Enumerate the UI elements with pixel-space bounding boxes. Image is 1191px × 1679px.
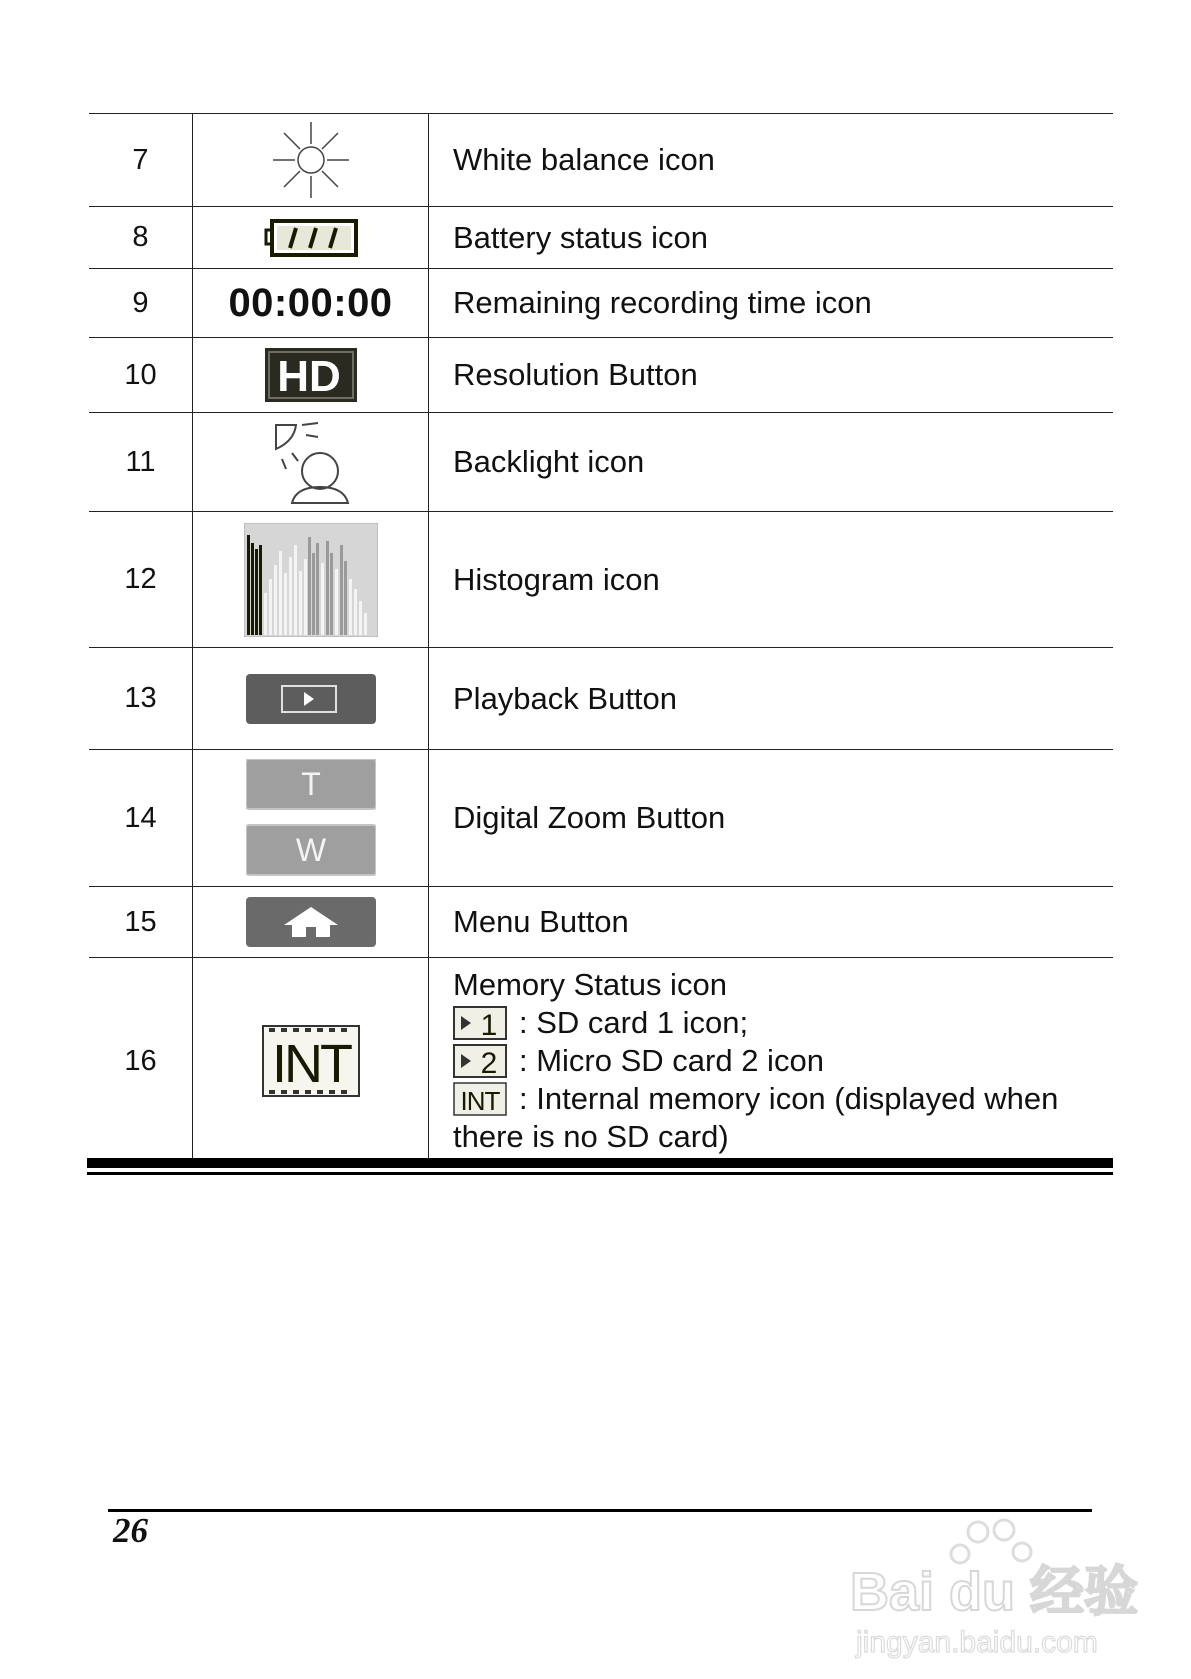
table-row <box>89 647 1113 749</box>
row-label: Resolution Button <box>453 357 698 392</box>
row-label: Playback Button <box>453 680 678 716</box>
table-row <box>89 957 1113 1164</box>
svg-text:HD: HD <box>276 352 341 401</box>
table-row <box>89 412 1113 511</box>
backlight-icon <box>266 419 356 505</box>
svg-text:INT: INT <box>460 1086 500 1116</box>
memory-status-tail: there is no SD card) <box>453 1119 729 1154</box>
memory-status-title: Memory Status icon <box>453 967 727 1002</box>
table-row <box>89 886 1113 957</box>
svg-text:1: 1 <box>480 1009 498 1040</box>
table-bottom-rule <box>87 1158 1113 1168</box>
list-item <box>453 1080 1113 1118</box>
play-icon <box>246 674 376 724</box>
svg-text:2: 2 <box>480 1047 498 1078</box>
histogram-icon <box>244 523 378 637</box>
table-row <box>89 268 1113 337</box>
table-row <box>89 511 1113 647</box>
row-number: 11 <box>125 445 156 478</box>
sd1-text: : SD card 1 icon; <box>519 1005 749 1040</box>
table-row <box>89 206 1113 268</box>
row-number: 8 <box>132 221 149 253</box>
row-number: 16 <box>124 1044 157 1077</box>
svg-text:W: W <box>295 832 326 868</box>
row-number: 9 <box>132 286 149 319</box>
table-row <box>89 113 1113 206</box>
hd-icon <box>265 348 357 402</box>
row-label: Menu Button <box>453 904 629 939</box>
sd2-text: : Micro SD card 2 icon <box>519 1043 824 1078</box>
row-number: 13 <box>124 682 157 714</box>
list-item <box>453 1004 1113 1042</box>
row-label: Remaining recording time icon <box>453 285 872 320</box>
row-number: 10 <box>124 358 157 391</box>
sd1-icon <box>453 1006 507 1040</box>
page-number: 26 <box>113 1511 148 1550</box>
svg-text:jingyan.baidu.com: jingyan.baidu.com <box>856 1626 1098 1659</box>
battery-icon <box>264 218 358 258</box>
icon-table <box>89 113 1113 1164</box>
svg-text:T: T <box>300 766 321 802</box>
zoom-buttons <box>246 759 376 877</box>
row-label: Digital Zoom Button <box>453 800 726 835</box>
svg-text:INT: INT <box>271 1034 350 1094</box>
row-number: 7 <box>132 143 149 176</box>
table-bottom-rule-thin <box>87 1172 1113 1175</box>
sd2-icon <box>453 1044 507 1078</box>
row-label: White balance icon <box>453 142 715 177</box>
row-label: Histogram icon <box>453 561 660 597</box>
row-number: 12 <box>124 563 157 595</box>
row-number: 15 <box>124 905 157 938</box>
memory-status-cell <box>429 958 1113 1164</box>
int-icon <box>261 1024 361 1098</box>
row-label: Backlight icon <box>453 444 645 479</box>
home-icon <box>246 897 376 947</box>
timer-text: 00:00:00 <box>228 280 393 325</box>
row-label: Battery status icon <box>453 219 709 255</box>
row-number: 14 <box>124 801 157 834</box>
list-item <box>453 1042 1113 1080</box>
int-text: : Internal memory icon (displayed when <box>519 1081 1059 1116</box>
svg-text:Bai du 经验: Bai du 经验 <box>850 1562 1139 1622</box>
baidu-watermark <box>850 1510 1140 1670</box>
table-row <box>89 749 1113 886</box>
int-small-icon <box>453 1082 507 1116</box>
table-row <box>89 337 1113 412</box>
sun-icon <box>271 120 351 200</box>
